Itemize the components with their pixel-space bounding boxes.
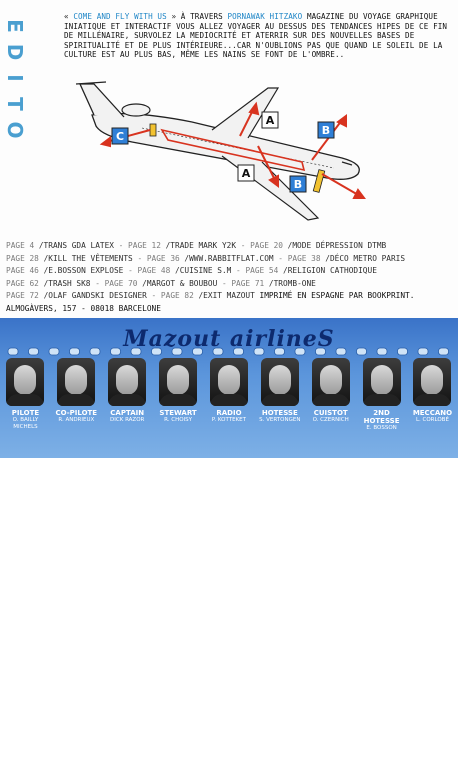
- plane-engine: [122, 104, 150, 116]
- label-c: C: [115, 130, 125, 143]
- label-a-top: A: [265, 114, 275, 127]
- toc-page-number: - PAGE 12: [113, 241, 166, 250]
- toc-page-number: - PAGE 36: [132, 253, 185, 263]
- crew-name: E. BOSSON: [366, 425, 397, 431]
- toc-line: [6, 265, 452, 278]
- label-a-bottom: A: [241, 167, 251, 180]
- crew-member: [52, 358, 100, 448]
- crew-name: S. VERTONGEN: [259, 417, 301, 423]
- intro-text: [64, 12, 448, 60]
- toc-entry: /E.BOSSON EXPLOSE: [43, 266, 124, 275]
- crew-member: [408, 358, 456, 448]
- crew-role: HOTESSE: [261, 409, 298, 417]
- toc-entry: ALMOGÀVERS, 157 - 08018 BARCELONE: [6, 303, 161, 313]
- toc-page-number: PAGE 72: [6, 291, 44, 300]
- toc-line: [6, 278, 452, 291]
- toc-entry: /TRADE MARK Y2K: [165, 241, 237, 250]
- edito-letter: D: [3, 43, 27, 61]
- crew-member: [256, 358, 304, 448]
- toc-entry: /TRANS GDA LATEX: [38, 241, 114, 250]
- crew-portrait: [57, 358, 95, 406]
- toc-page-number: - PAGE 48: [123, 266, 176, 275]
- crew-member: [205, 358, 253, 448]
- edito-letter: T: [3, 97, 27, 111]
- crew-name: O. CZERNICH: [312, 417, 349, 423]
- crew-member: [154, 358, 202, 448]
- toc-entry: /RELIGION CATHODIQUE: [283, 266, 377, 275]
- toc-page-number: - PAGE 54: [231, 266, 283, 275]
- crew-portrait: [413, 358, 451, 406]
- toc-page-number: - PAGE 38: [273, 253, 326, 263]
- toc-entry: /TRASH SK8: [43, 278, 91, 288]
- yellow-door: [150, 124, 156, 136]
- toc-entry: /KILL THE VÊTEMENTS: [43, 253, 133, 263]
- toc-entry: /MARGOT & BOUBOU: [142, 278, 218, 288]
- crew-portrait: [363, 358, 401, 406]
- toc-page-number: - PAGE 20: [236, 241, 288, 250]
- crew-portrait: [159, 358, 197, 406]
- crew-role: RADIO: [216, 409, 242, 417]
- crew-portrait: [6, 358, 44, 406]
- open-quote: «: [64, 12, 69, 21]
- crew-portrait: [210, 358, 248, 406]
- crew-name: R. CHOISY: [164, 417, 193, 423]
- edito-letter: E: [3, 19, 27, 33]
- crew-member: [307, 358, 355, 448]
- edito-letter: O: [3, 121, 27, 139]
- crew-role: CAPTAIN: [110, 409, 145, 417]
- crew-role: PILOTE: [11, 409, 40, 417]
- toc-entry: IMPRIMÉ EN ESPAGNE PAR BOOKPRINT.: [254, 291, 415, 300]
- toc-entry: /WWW.RABBITFLAT.COM: [184, 253, 274, 263]
- plane-tail: [80, 84, 124, 117]
- crew-portrait: [261, 358, 299, 406]
- toc-entry: /CUISINE S.M: [175, 266, 232, 275]
- crew-member: [1, 358, 49, 448]
- crew-name: P. KOTTEKET: [211, 417, 246, 423]
- toc-line: [6, 240, 452, 253]
- toc-page-number: - PAGE 71: [217, 278, 269, 288]
- toc-line: [6, 253, 452, 266]
- crew-portrait: [312, 358, 350, 406]
- toc-entry: /DÉCO METRO PARIS: [325, 253, 406, 263]
- credits: © 1st pressé - 4-6 Impasse Montlouis - 75011 Paris. Tél : 01 43 56 27 48. Imprimé en CEE. Directeur de la Publication : Jean-Christophe Flammin - Publicité au Journal qui transmettra: [4, 767, 386, 772]
- crew-name: O. BAILLY MICHELS: [12, 417, 39, 430]
- airline-title: Mazout airlineS: [123, 326, 335, 352]
- toc-page-number: PAGE 46: [6, 266, 44, 275]
- slogan: COME AND FLY WITH US: [73, 12, 167, 21]
- toc-entry: /MODE DÉPRESSION DTMB: [287, 241, 387, 250]
- crew-portrait: [108, 358, 146, 406]
- toc-page-number: PAGE 28: [6, 253, 44, 263]
- toc-entry: /EXIT MAZOUT: [198, 291, 255, 300]
- crew-name: DICK RAZOR: [110, 417, 145, 423]
- toc-page-number: PAGE 62: [6, 278, 44, 288]
- magazine-name: PORNAWAK HITZAKO: [227, 12, 303, 21]
- crew-name: L. CORLOBÉ: [415, 417, 449, 423]
- toc-entry: /OLAF GANDSKI DESIGNER: [43, 291, 147, 300]
- crew-role: 2ND HOTESSE: [363, 409, 400, 425]
- edito-letter: I: [3, 74, 27, 82]
- crew-member: [358, 358, 406, 448]
- crew-role: MECCANO: [412, 409, 453, 417]
- label-b-top: B: [321, 124, 331, 137]
- table-of-contents: [6, 240, 452, 315]
- crew-role: STEWART: [159, 409, 197, 417]
- toc-line: [6, 303, 452, 316]
- intro-middle: » À TRAVERS: [171, 12, 223, 21]
- label-b-bottom: B: [293, 178, 303, 191]
- toc-page-number: - PAGE 70: [90, 278, 143, 288]
- intro-body: MAGAZINE DU VOYAGE GRAPHIQUE INIATIQUE ET INTERACTIF VOUS ALLEZ VOYAGER AU DESSUS DES TENDANCES HIPES DE CE FIN DE MILLÉNAIRE, SURVOLEZ LA MEDIOCRITÉ ET ATERRIR SUR DES NOUVELLES BASES DE SPIRITUALITÉ ET DE PLUS INTÉRIEURE...CAR N'OUBLIONS PAS QUE QUAND LE SOLEIL DE LA CULTURE EST AU PLUS BAS, MÊME LES NAINS SE FONT DE L'OMBRE..: [64, 12, 448, 60]
- crew-band: [0, 318, 458, 772]
- edito-vertical-title: [3, 14, 27, 142]
- toc-line: [6, 290, 452, 303]
- crew-role: CUISTOT: [313, 409, 348, 417]
- toc-page-number: - PAGE 82: [146, 291, 199, 300]
- toc-entry: /TROMB-ONE: [268, 278, 316, 288]
- crew-name: R. ANDRIEUX: [58, 417, 95, 423]
- crew-role: CO-PILOTE: [55, 409, 98, 417]
- toc-page-number: PAGE 4: [6, 241, 39, 250]
- crew-list: [0, 358, 458, 448]
- plane-diagram: [72, 70, 372, 230]
- crew-member: [103, 358, 151, 448]
